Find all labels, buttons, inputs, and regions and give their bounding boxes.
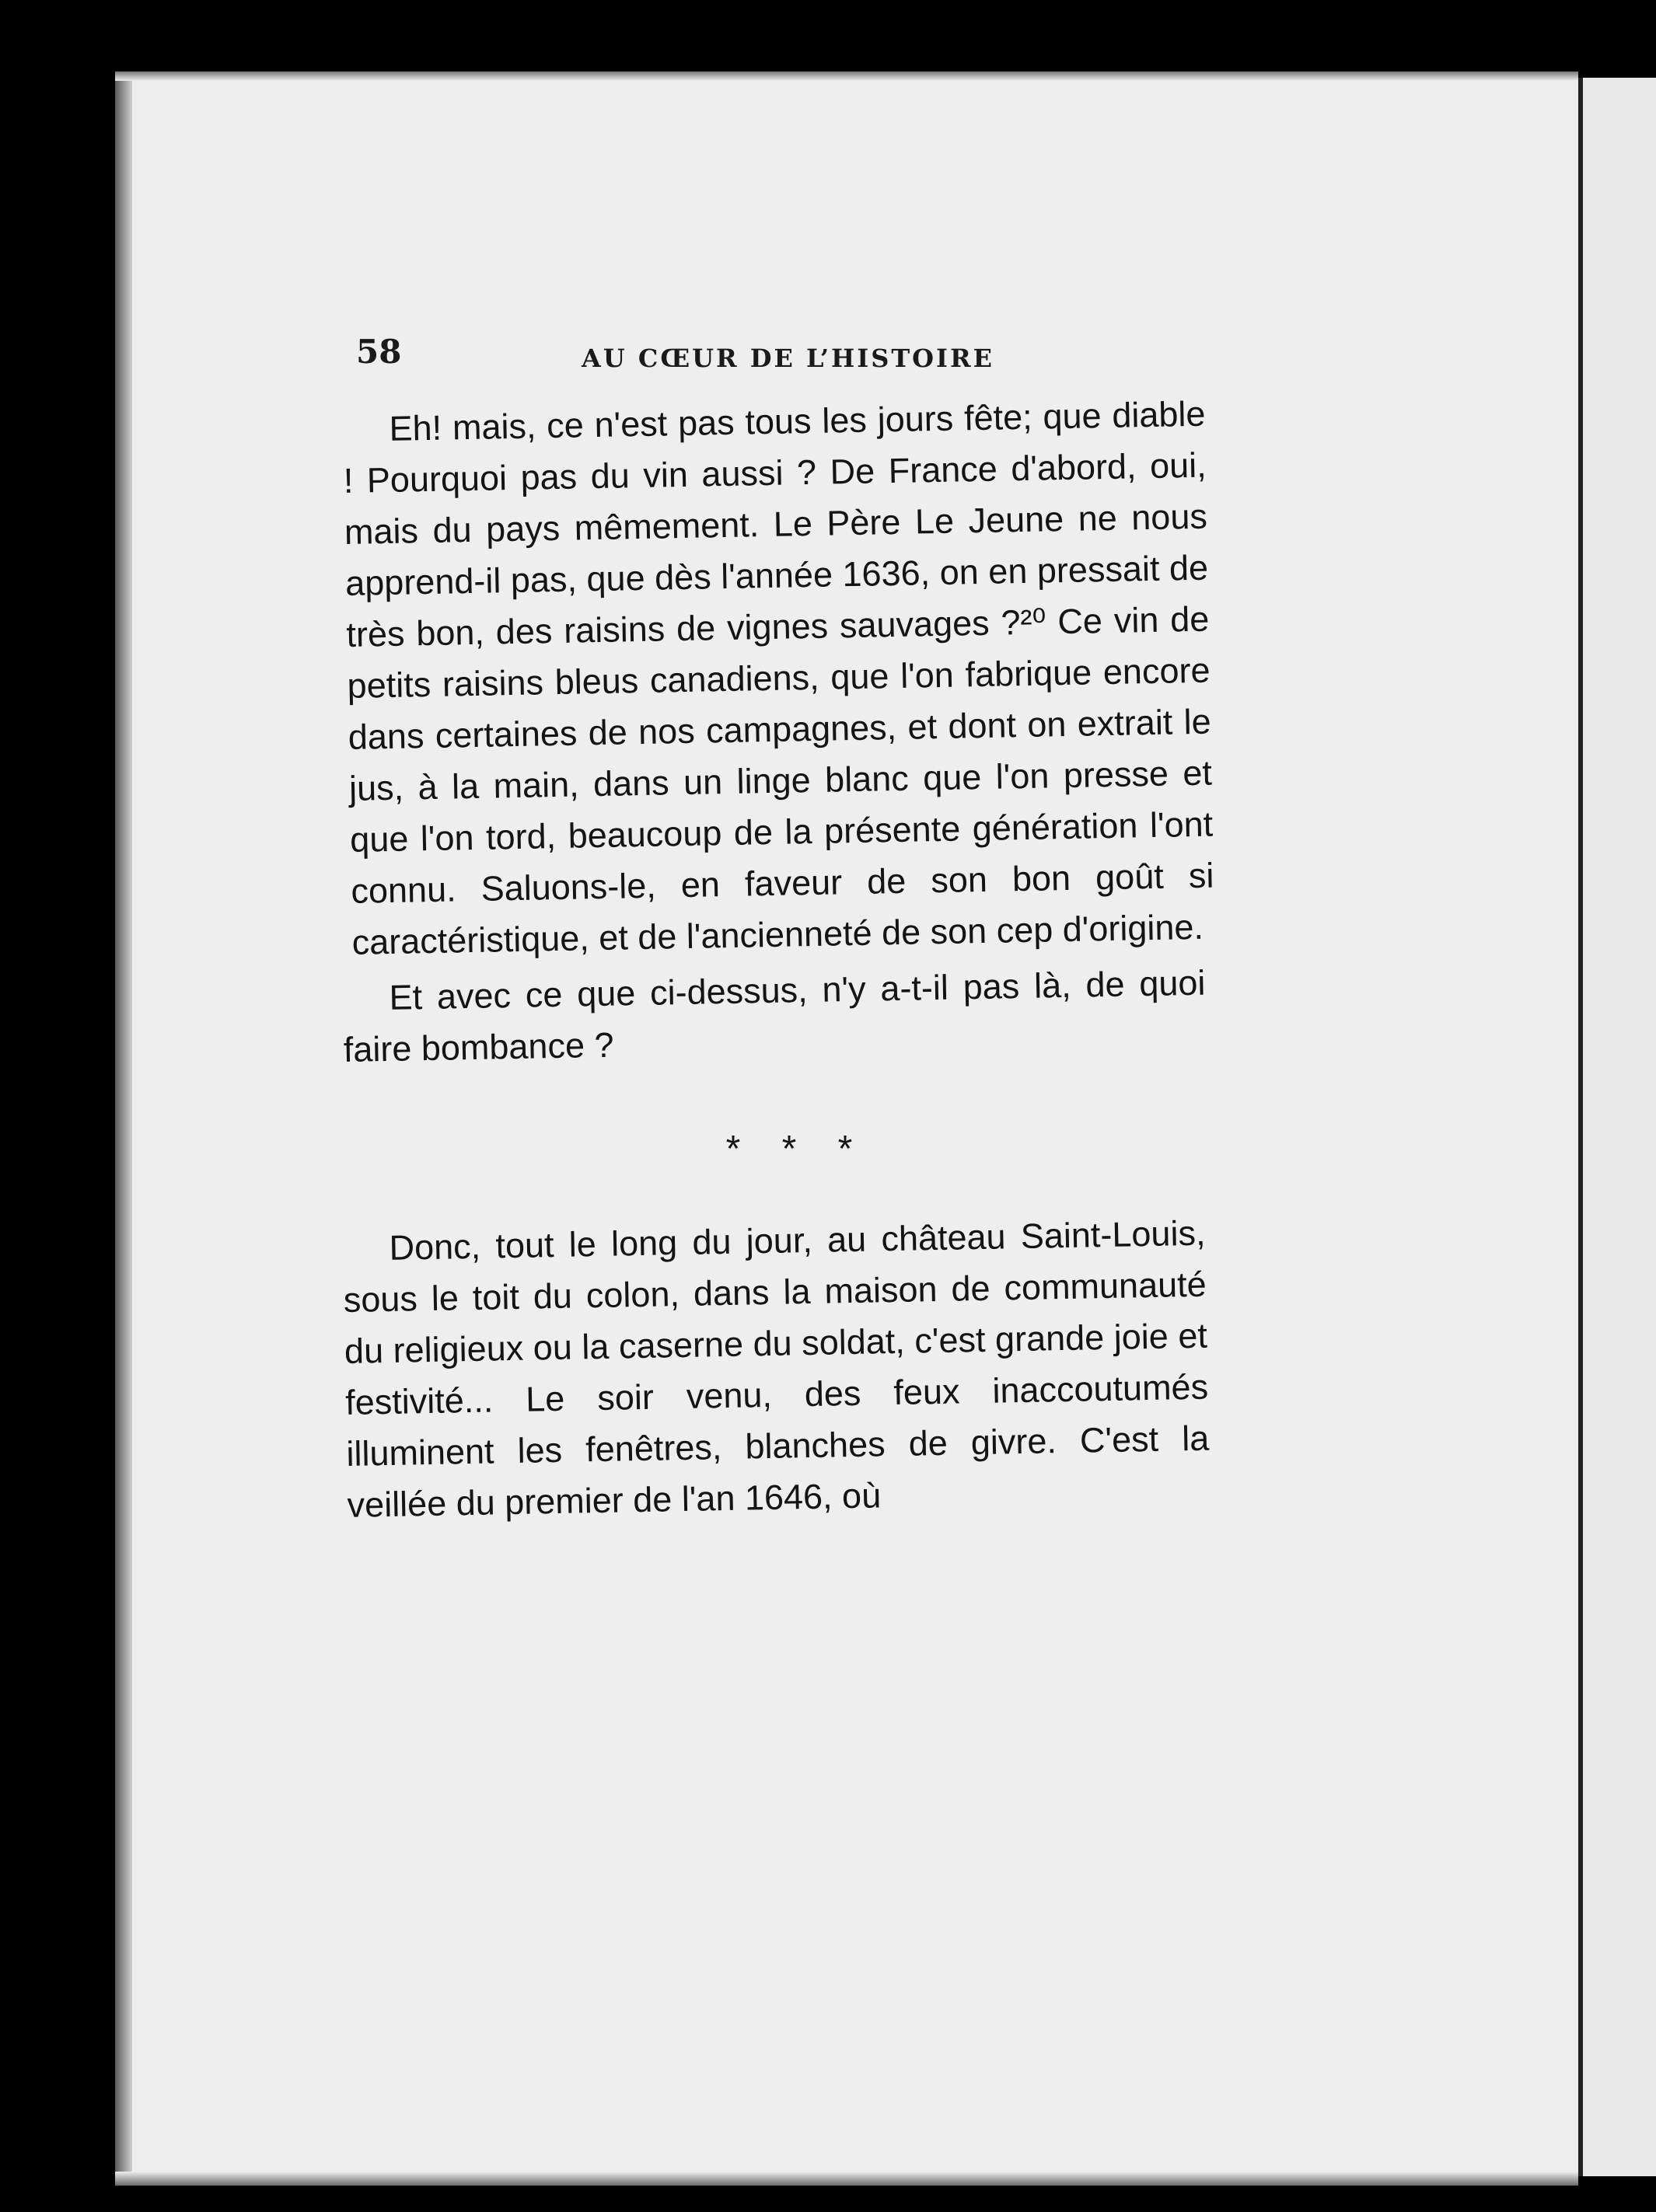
paragraph-2: Et avec ce que ci-dessus, n'y a-t-il pas là, de quoi faire bombance ? [343, 962, 1206, 1069]
page-edge-shadow-bottom [115, 2172, 1578, 2186]
paragraph-1: Eh! mais, ce n'est pas tous les jours fête; que diable ! Pourquoi pas du vin aussi ? De France d'abord, oui, mais du pays mêmement. Le Père Le Jeune ne nous apprend-il pas, que dès l'année 1636, on en pressait de très bon, des raisins de vignes sauvages ?²⁰ Ce vin de petits raisins bleus canadiens, que l'on fabrique encore dans certaines de nos campagnes, et dont on extrait le jus, à la main, dans un linge blanc que l'on presse et que l'on tord, beaucoup de la présente génération l'ont connu. Saluons-le, en faveur de son bon goût si caractéristique, et de l'ancienneté de son cep d'origine. [343, 393, 1214, 962]
running-head [356, 333, 1211, 395]
paragraph-3: Donc, tout le long du jour, au château Saint-Louis, sous le toit du colon, dans la maison de communauté du religieux ou la caserne du soldat, c'est grande joie et festivité... Le soir venu, des feux inaccoutumés illuminent les fenêtres, blanches de givre. C'est la veillée du premier de l'an 1646, où [343, 1212, 1210, 1525]
facing-page-edge [1578, 78, 1656, 2176]
page-number: 58 [356, 333, 402, 371]
body-text [342, 393, 1214, 1531]
running-title: AU CŒUR DE L’HISTOIRE [582, 344, 994, 373]
section-separator: * * * [725, 1129, 868, 1170]
page-edge-shadow-top [115, 72, 1578, 81]
page-edge-shadow-left [115, 72, 132, 2186]
